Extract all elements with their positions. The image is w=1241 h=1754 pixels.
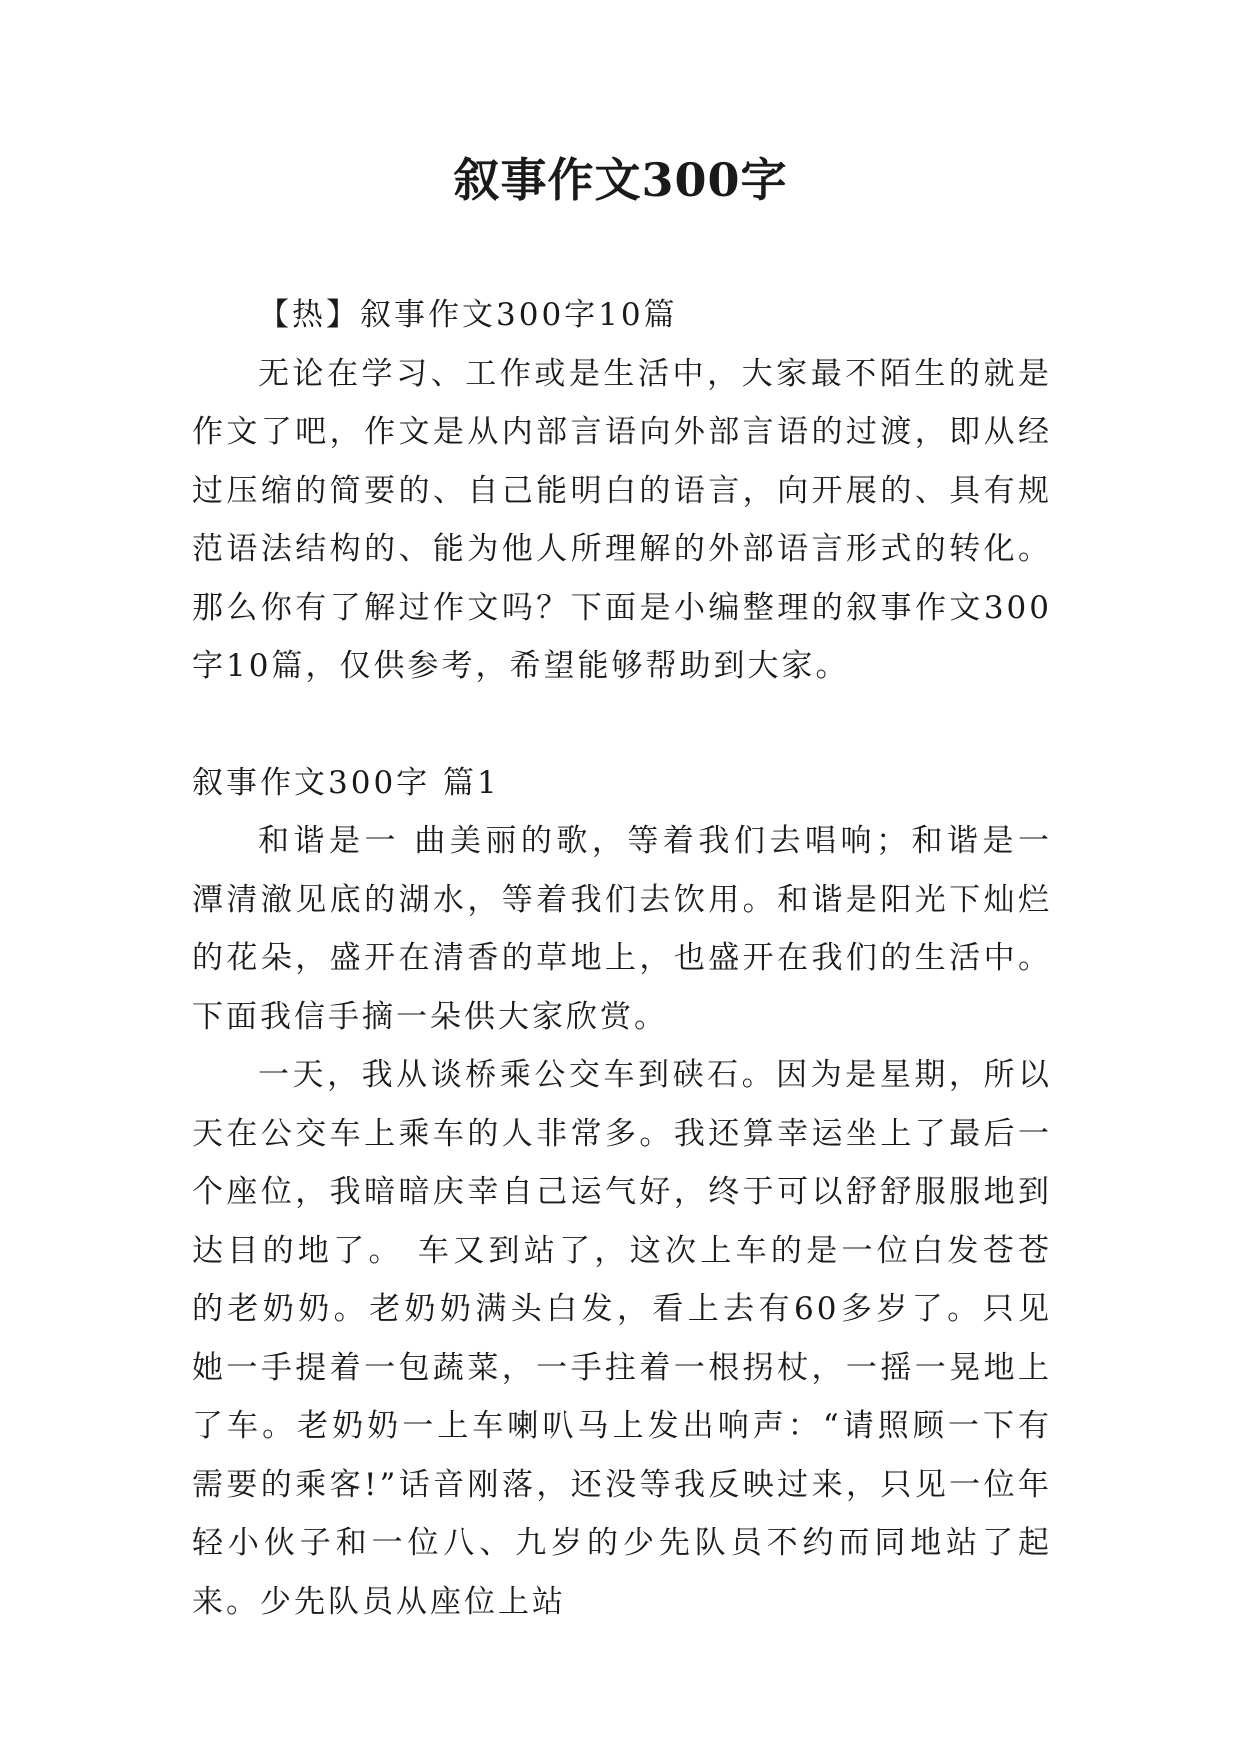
lead-line: 【热】叙事作文300字10篇 bbox=[258, 297, 678, 333]
intro-paragraph: 无论在学习、工作或是生活中，大家最不陌生的就是作文了吧，作文是从内部言语向外部言语的过渡，即从经过压缩的简要的、自己能明白的语言，向开展的、具有规范语法结构的、能为他人所理解的外部语言形式的转化。那么你有了解过作文吗？下面是小编整理的叙事作文300字10篇，仅供参考，希望能够帮助到大家。 bbox=[192, 355, 1052, 684]
body-paragraph: 和谐是一 曲美丽的歌，等着我们去唱响；和谐是一潭清澈见底的湖水，等着我们去饮用。和谐是阳光下灿烂的花朵，盛开在清香的草地上，也盛开在我们的生活中。下面我信手摘一朵供大家欣赏。 bbox=[192, 823, 1052, 1035]
body-paragraph: 一天，我从谈桥乘公交车到硖石。因为是星期，所以天在公交车上乘车的人非常多。我还算幸运坐上了最后一个座位，我暗暗庆幸自己运气好，终于可以舒舒服服地到达目的地了。 车又到站了，这次上车的是一位白发苍苍的老奶奶。老奶奶满头白发，看上去有60多岁了。只见她一手提着一包蔬菜，一手拄着一根拐杖，一摇一晃地上了车。老奶奶一上车喇叭马上发出响声：“请照顾一下有需要的乘客!”话音刚落，还没等我反映过来，只见一位年轻小伙子和一位八、九岁的少先队员不约而同地站了起来。少先队员从座位上站 bbox=[192, 1057, 1052, 1620]
document-body bbox=[192, 286, 1052, 1631]
document-title: 叙事作文300字 bbox=[453, 153, 788, 207]
section-heading: 叙事作文300字 篇1 bbox=[192, 764, 500, 801]
